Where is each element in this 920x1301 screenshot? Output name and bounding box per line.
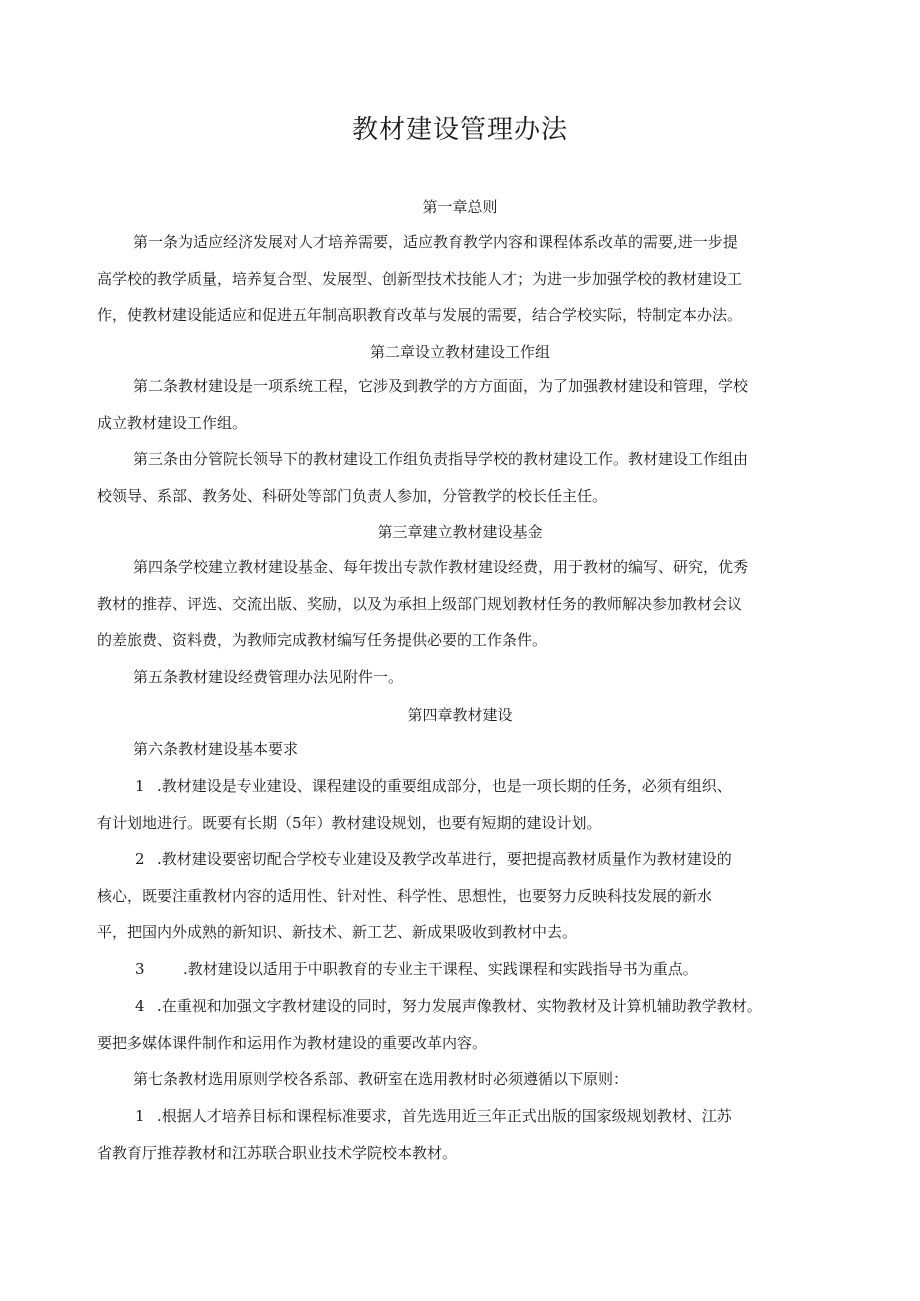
chapter-heading-4: 第四章教材建设 [407, 706, 513, 724]
list-item-5 [97, 1098, 837, 1171]
list-item-3 [97, 951, 837, 988]
article-1-line: 第一条为适应经济发展对人才培养需要，适应教育教学内容和课程体系改革的需要,进一步提 [133, 233, 738, 251]
list-item-text: 要把多媒体课件制作和运用作为教材建设的重要改革内容。 [97, 1033, 488, 1052]
document-title: 教材建设管理办法 [351, 115, 568, 145]
article-5 [97, 659, 837, 696]
article-1-line: 作，使教材建设能适应和促进五年制高职教育改革与发展的需要，结合学校实际，特制定本办法。 [97, 306, 743, 324]
article-4-line: 教材的推荐、评选、交流出版、奖励，以及为承担上级部门规划教材任务的教师解决参加教材会议 [97, 594, 743, 613]
list-item-number: 2 [135, 850, 145, 868]
article-2-line: 成立教材建设工作组。 [97, 413, 248, 432]
article-6-line: 第六条教材建设基本要求 [133, 740, 299, 758]
article-4-line: 的差旅费、资料费，为教师完成教材编写任务提供必要的工作条件。 [97, 631, 548, 649]
article-7-line: 第七条教材选用原则学校各系部、教研室在选用教材时必须遵循以下原则： [133, 1070, 629, 1088]
list-item-text: 有计划地进行。既要有长期（5年）教材建设规划，也要有短期的建设计划。 [97, 813, 602, 832]
list-item-number: 4 [135, 997, 145, 1015]
list-item-number: 3 [135, 960, 145, 978]
list-item-text: 省教育厅推荐教材和江苏联合职业技术学院校本教材。 [97, 1143, 458, 1162]
article-2-line: 第二条教材建设是一项系统工程，它涉及到教学的方方面面，为了加强教材建设和管理，学校 [133, 377, 749, 395]
chapter-heading-3: 第三章建立教材建设基金 [377, 523, 543, 541]
list-item-1 [97, 768, 837, 841]
article-3-line: 校领导、系部、教务处、科研处等部门负责人参加，分管教学的校长任主任。 [97, 486, 608, 505]
article-3 [97, 441, 837, 514]
chapter-heading-1: 第一章总则 [422, 198, 498, 216]
list-item-2 [97, 841, 837, 951]
list-item-number: 1 [135, 1107, 145, 1125]
list-item-text: .根据人才培养目标和课程标准要求，首先选用近三年正式出版的国家级规划教材、江苏 [157, 1107, 732, 1125]
list-item-text: .教材建设以适用于中职教育的专业主干课程、实践课程和实践指导书为重点。 [183, 960, 698, 978]
article-1-line: 高学校的教学质量，培养复合型、发展型、创新型技术技能人才；为进一步加强学校的教材建设工 [97, 269, 743, 288]
list-item-text: 核心，既要注重教材内容的适用性、针对性、科学性、思想性，也要努力反映科技发展的新水 [97, 886, 713, 905]
list-item-text: .教材建设要密切配合学校专业建设及教学改革进行，要把提高教材质量作为教材建设的 [157, 850, 732, 868]
list-item-text: .在重视和加强文字教材建设的同时，努力发展声像教材、实物教材及计算机辅助教学教材。 [157, 997, 762, 1015]
article-5-line: 第五条教材建设经费管理办法见附件一。 [133, 668, 404, 686]
chapter-heading-2: 第二章设立教材建设工作组 [369, 343, 550, 361]
article-2 [97, 368, 837, 441]
list-item-text: .教材建设是专业建设、课程建设的重要组成部分，也是一项长期的任务，必须有组织、 [157, 777, 732, 795]
article-1 [97, 224, 837, 334]
article-6 [97, 731, 837, 768]
article-3-line: 第三条由分管院长领导下的教材建设工作组负责指导学校的教材建设工作。教材建设工作组由 [133, 450, 749, 468]
list-item-number: 1 [135, 777, 145, 795]
article-4 [97, 549, 837, 659]
list-item-text: 平，把国内外成熟的新知识、新技术、新工艺、新成果吸收到教材中去。 [97, 923, 578, 941]
article-4-line: 第四条学校建立教材建设基金、每年拨出专款作教材建设经费，用于教材的编写、研究，优秀 [133, 558, 749, 576]
article-7 [97, 1061, 837, 1098]
list-item-4 [97, 988, 837, 1061]
